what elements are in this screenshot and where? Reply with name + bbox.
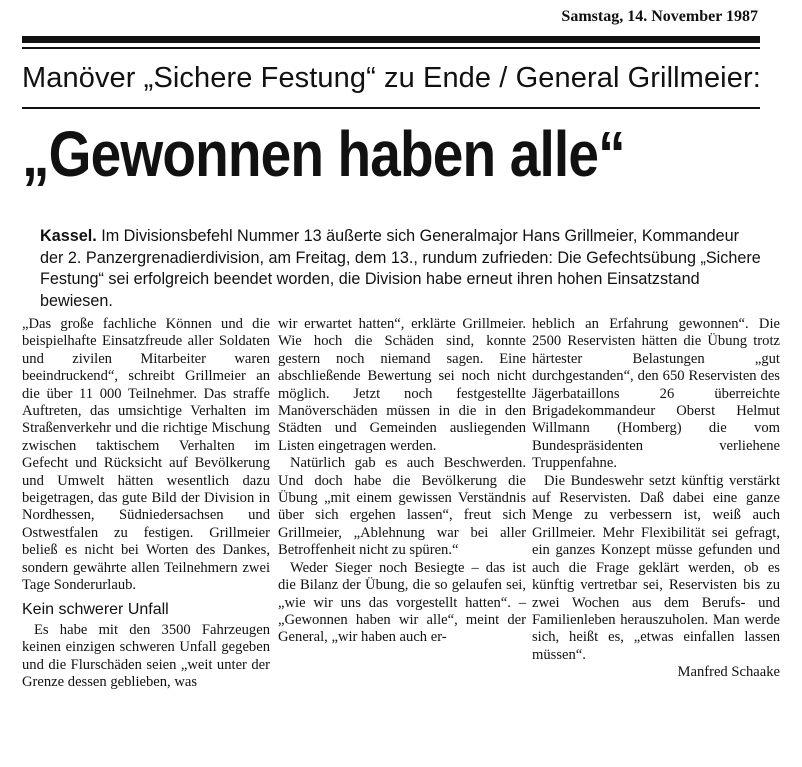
lead-place: Kassel. — [40, 227, 97, 245]
column2-paragraph-1: wir erwartet hatten“, erklärte Grillmeier. Wie hoch die Schäden sind, konnte gestern noch niemand sagen. Eine abschließende Bewertung sei noch nicht möglich. Jetzt noch festgestellte Manöverschäden müssen in die in den Städten und Gemeinden ausliegenden Listen eingetragen werden. — [278, 316, 526, 454]
article-column-3 — [532, 316, 780, 682]
column2-paragraph-3: Weder Sieger noch Besiegte – das ist die Bilanz der Übung, die so gelaufen sei, „wie wir uns das vorgestellt hatten“. – „Gewonnen haben wir alle“, meint der General, „wir haben auch er- — [278, 559, 526, 646]
lead-text: Im Divisionsbefehl Nummer 13 äußerte sich Generalmajor Hans Grillmeier, Kommandeur der 2. Panzergrenadierdivision, am Freitag, dem 13., rundum zufrieden: Die Gefechtsübung „Sichere Festung“ sei erfolgreich beendet worden, die Division habe erneut ihren hohen Einsatzstand bewiesen. — [40, 227, 761, 310]
column1-paragraph-2: Es habe mit den 3500 Fahrzeugen keinen einzigen schweren Unfall gegeben und die Flurschäden seien „weit unter der Grenze dessen geblieben, was — [22, 621, 270, 691]
dateline: Samstag, 14. November 1987 — [561, 8, 758, 25]
column3-paragraph-1: heblich an Erfahrung gewonnen“. Die 2500 Reservisten hätten die Übung trotz härtester Belastungen „gut durchgestanden“, den 650 Reservisten des Jägerbataillons 26 überreichte Brigadekommandeur Oberst Helmut Willmann (Homberg) die vom Bundespräsidenten verliehene Truppenfahne. — [532, 316, 780, 472]
article-column-1 — [22, 316, 270, 692]
kicker-headline: Manöver „Sichere Festung“ zu Ende / General Grillmeier: — [22, 62, 761, 94]
column3-paragraph-2: Die Bundeswehr setzt künftig verstärkt auf Reservisten. Daß dabei eine ganze Menge zu verbessern ist, weiß auch Grillmeier. Mehr Flexibilität sei gefragt, ein ganzes Konzept müsse gefunden und auch die Frage geklärt werden, ob es künftig vertretbar sei, Reservisten bis zu zwei Wochen aus dem Berufs- und Familienleben herauszuholen. Man werde sich, heißt es, „etwas einfallen lassen müssen“. — [532, 472, 780, 663]
author-byline: Manfred Schaake — [677, 664, 780, 681]
main-headline: „Gewonnen haben alle“ — [22, 118, 625, 190]
header-rule-thin — [22, 47, 760, 49]
column2-paragraph-2: Natürlich gab es auch Beschwerden. Und doch habe die Bevölkerung die Übung „mit einem gewissen Verständnis über sich ergehen lassen“, freut sich Grillmeier, „Ablehnung war bei aller Betroffenheit nicht zu spüren.“ — [278, 455, 526, 559]
column1-paragraph-1: „Das große fachliche Können und die beispielhafte Einsatzfreude aller Soldaten und zivilen Mitarbeiter waren beeindruckend“, schreibt Grillmeier an die über 11 000 Teilnehmer. Das straffe Auftreten, das umsichtige Verhalten im Straßenverkehr und die richtige Mischung zwischen taktischem Verhalten im Gefecht und Rücksicht auf Bevölkerung und Umwelt hätten wesentlich dazu beigetragen, das gute Bild der Division in Nordhessen, Südniedersachsen und Ostwestfalen zu festigen. Grillmeier beließ es nicht bei Worten des Dankes, sondern gewährte allen Teilnehmern zwei Tage Sonderurlaub. — [22, 316, 270, 594]
subheading: Kein schwerer Unfall — [22, 600, 169, 618]
lead-paragraph — [40, 226, 762, 312]
article-column-2 — [278, 316, 526, 647]
kicker-rule — [22, 107, 760, 109]
header-rule-thick — [22, 36, 760, 43]
